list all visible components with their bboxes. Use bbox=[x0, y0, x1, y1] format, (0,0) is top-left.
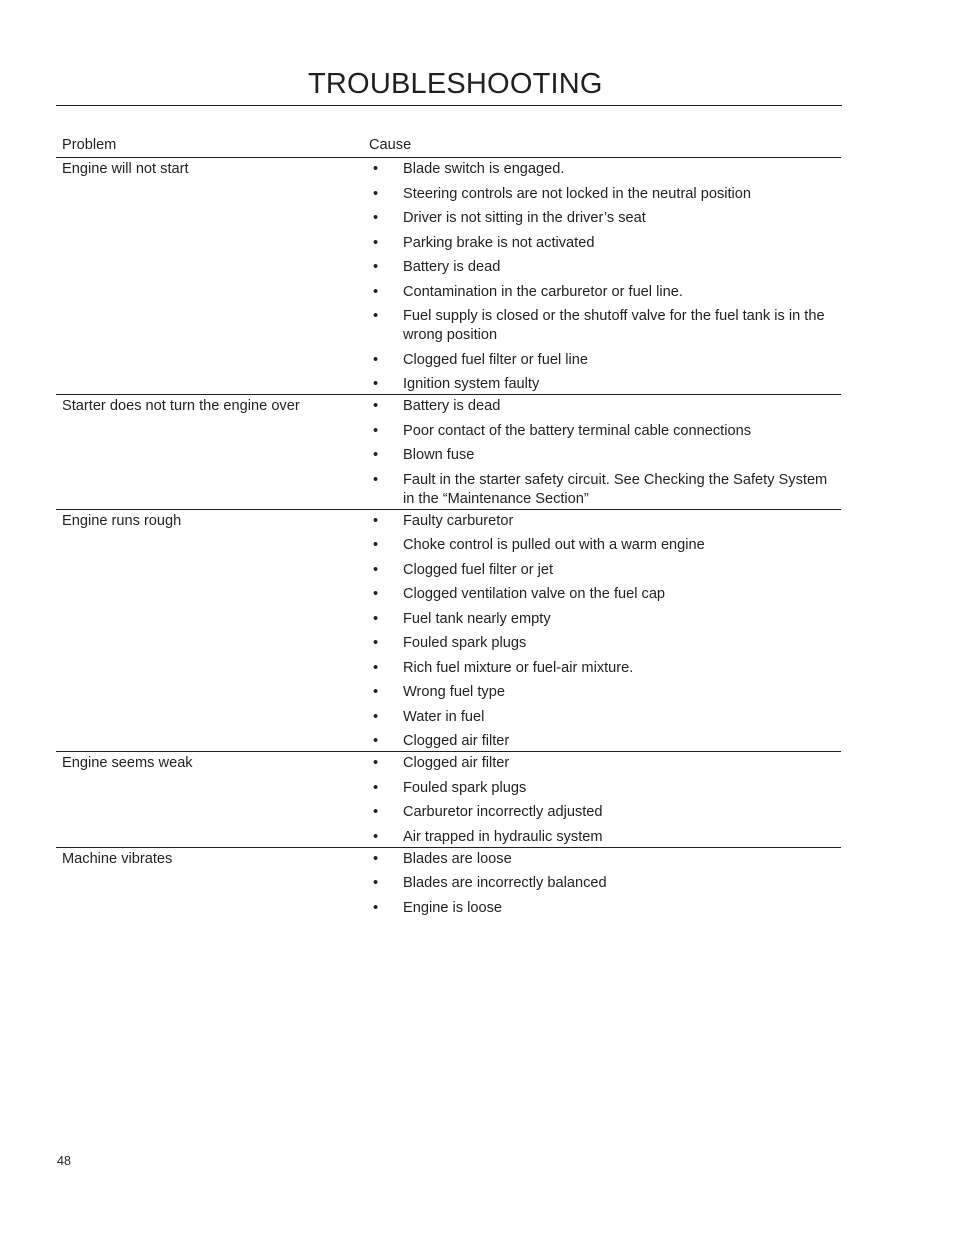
bullet-icon: • bbox=[373, 537, 379, 553]
list-item bbox=[369, 160, 841, 179]
list-item bbox=[369, 471, 841, 509]
bullet-icon: • bbox=[373, 610, 379, 627]
title-divider bbox=[56, 105, 842, 106]
list-item bbox=[369, 536, 841, 555]
bullet-icon: • bbox=[373, 161, 379, 177]
bullet-icon: • bbox=[373, 471, 379, 488]
table-row bbox=[56, 395, 841, 510]
cause-text: Fault in the starter safety circuit. See Checking the Safety System in the “Maintenance Section” bbox=[403, 471, 828, 507]
list-item bbox=[369, 874, 841, 893]
cause-text: Faulty carburetor bbox=[403, 512, 514, 529]
bullet-icon: • bbox=[373, 804, 379, 820]
cause-list bbox=[369, 397, 841, 509]
list-item bbox=[369, 375, 841, 394]
list-item bbox=[369, 446, 841, 465]
problem-cell: Starter does not turn the engine over bbox=[62, 398, 300, 414]
bullet-icon: • bbox=[373, 210, 379, 226]
list-item bbox=[369, 283, 841, 302]
cause-text: Clogged air filter bbox=[403, 755, 510, 771]
bullet-icon: • bbox=[373, 899, 379, 916]
table-row bbox=[56, 848, 841, 918]
list-item bbox=[369, 708, 841, 727]
bullet-icon: • bbox=[373, 376, 379, 392]
cause-text: Fouled spark plugs bbox=[403, 779, 527, 796]
cause-text: Fuel tank nearly empty bbox=[403, 610, 551, 627]
cause-text: Fuel supply is closed or the shutoff valve for the fuel tank is in the wrong position bbox=[403, 308, 825, 343]
cause-text: Blown fuse bbox=[403, 447, 475, 463]
bullet-icon: • bbox=[373, 850, 379, 867]
list-item bbox=[369, 234, 841, 253]
cause-text: Air trapped in hydraulic system bbox=[403, 828, 603, 845]
list-item bbox=[369, 209, 841, 228]
cause-text: Rich fuel mixture or fuel-air mixture. bbox=[403, 659, 634, 676]
bullet-icon: • bbox=[373, 185, 379, 202]
cause-text: Carburetor incorrectly adjusted bbox=[403, 804, 603, 820]
cause-text: Clogged fuel filter or fuel line bbox=[403, 351, 588, 368]
list-item bbox=[369, 585, 841, 604]
cause-text: Blades are incorrectly balanced bbox=[403, 875, 607, 891]
bullet-icon: • bbox=[373, 635, 379, 651]
page-number: 48 bbox=[57, 1154, 71, 1168]
bullet-icon: • bbox=[373, 283, 379, 300]
problem-cell: Machine vibrates bbox=[62, 850, 173, 867]
cause-text: Engine is loose bbox=[403, 899, 502, 916]
list-item bbox=[369, 422, 841, 441]
bullet-icon: • bbox=[373, 512, 379, 529]
bullet-icon: • bbox=[373, 561, 379, 578]
bullet-icon: • bbox=[373, 755, 379, 771]
page-title: TROUBLESHOOTING bbox=[308, 68, 603, 100]
cause-text: Contamination in the carburetor or fuel line. bbox=[403, 283, 683, 300]
list-item bbox=[369, 561, 841, 580]
bullet-icon: • bbox=[373, 659, 379, 676]
bullet-icon: • bbox=[373, 828, 379, 845]
problem-cell: Engine runs rough bbox=[62, 512, 182, 529]
cause-text: Clogged fuel filter or jet bbox=[403, 561, 554, 578]
list-item bbox=[369, 850, 841, 869]
cause-text: Wrong fuel type bbox=[403, 684, 505, 700]
cause-list bbox=[369, 160, 841, 394]
cause-text: Poor contact of the battery terminal cable connections bbox=[403, 422, 752, 439]
bullet-icon: • bbox=[373, 308, 379, 324]
bullet-icon: • bbox=[373, 875, 379, 891]
header-problem: Problem bbox=[62, 137, 117, 153]
bullet-icon: • bbox=[373, 351, 379, 368]
list-item bbox=[369, 397, 841, 416]
bullet-icon: • bbox=[373, 708, 379, 725]
cause-list bbox=[369, 512, 841, 752]
table-body bbox=[56, 158, 841, 918]
list-item bbox=[369, 185, 841, 204]
cause-text: Battery is dead bbox=[403, 259, 501, 275]
header-cause: Cause bbox=[369, 137, 412, 153]
troubleshooting-table bbox=[56, 134, 841, 918]
list-item bbox=[369, 307, 841, 345]
cause-text: Clogged air filter bbox=[403, 733, 510, 749]
bullet-icon: • bbox=[373, 422, 379, 439]
list-item bbox=[369, 803, 841, 822]
cause-cell bbox=[369, 850, 841, 918]
bullet-icon: • bbox=[373, 447, 379, 463]
cause-list bbox=[369, 850, 841, 918]
table-row bbox=[56, 752, 841, 848]
list-item bbox=[369, 659, 841, 678]
cause-text: Battery is dead bbox=[403, 398, 501, 414]
list-item bbox=[369, 779, 841, 798]
list-item bbox=[369, 351, 841, 370]
bullet-icon: • bbox=[373, 733, 379, 749]
cause-cell bbox=[369, 160, 841, 394]
list-item bbox=[369, 754, 841, 773]
bullet-icon: • bbox=[373, 684, 379, 700]
cause-cell bbox=[369, 754, 841, 847]
cause-cell bbox=[369, 512, 841, 752]
list-item bbox=[369, 258, 841, 277]
list-item bbox=[369, 634, 841, 653]
list-item bbox=[369, 828, 841, 847]
problem-cell: Engine will not start bbox=[62, 161, 189, 177]
cause-cell bbox=[369, 397, 841, 509]
list-item bbox=[369, 683, 841, 702]
bullet-icon: • bbox=[373, 586, 379, 602]
table-header-row bbox=[56, 134, 841, 158]
table-row bbox=[56, 510, 841, 753]
list-item bbox=[369, 610, 841, 629]
list-item bbox=[369, 899, 841, 918]
cause-text: Blade switch is engaged. bbox=[403, 161, 565, 177]
bullet-icon: • bbox=[373, 779, 379, 796]
bullet-icon: • bbox=[373, 398, 379, 414]
cause-text: Ignition system faulty bbox=[403, 376, 540, 392]
cause-text: Clogged ventilation valve on the fuel cap bbox=[403, 586, 666, 602]
list-item bbox=[369, 732, 841, 751]
cause-text: Choke control is pulled out with a warm engine bbox=[403, 537, 705, 553]
cause-text: Fouled spark plugs bbox=[403, 635, 527, 651]
cause-text: Steering controls are not locked in the neutral position bbox=[403, 185, 752, 202]
bullet-icon: • bbox=[373, 234, 379, 251]
cause-text: Water in fuel bbox=[403, 708, 485, 725]
cause-text: Parking brake is not activated bbox=[403, 234, 595, 251]
cause-list bbox=[369, 754, 841, 847]
bullet-icon: • bbox=[373, 259, 379, 275]
table-row bbox=[56, 158, 841, 395]
list-item bbox=[369, 512, 841, 531]
cause-text: Driver is not sitting in the driver’s seat bbox=[403, 210, 646, 226]
cause-text: Blades are loose bbox=[403, 850, 512, 867]
problem-cell: Engine seems weak bbox=[62, 755, 193, 771]
